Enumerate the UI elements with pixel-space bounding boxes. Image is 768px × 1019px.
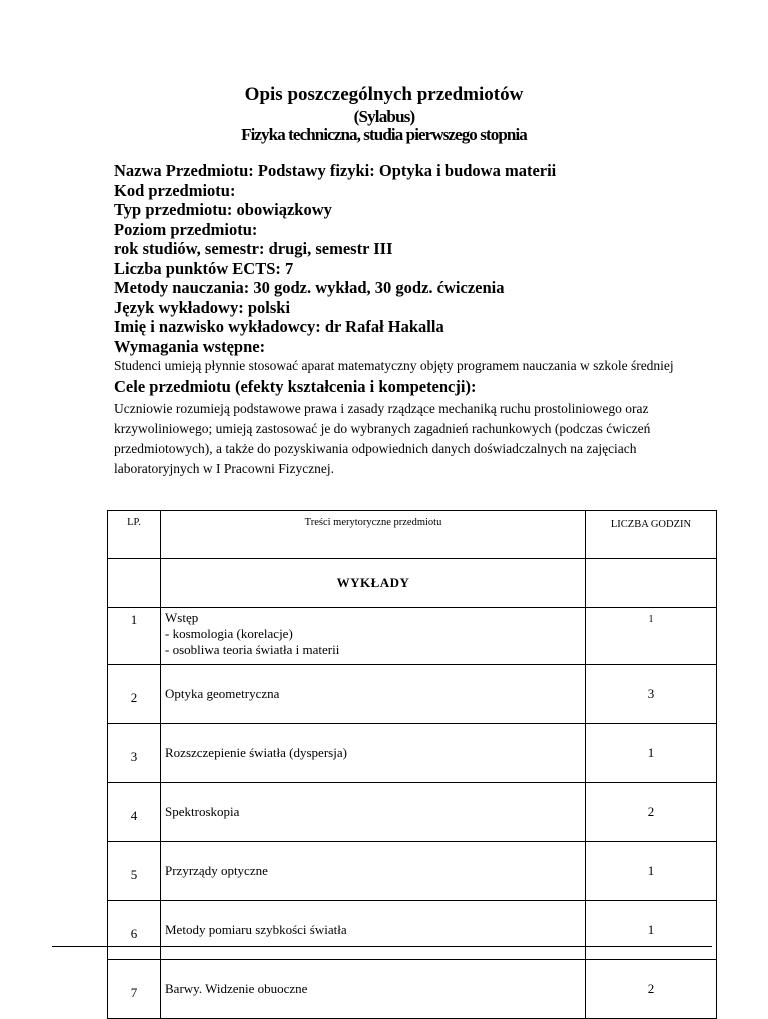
syllabus-table [107,510,717,1019]
section-title: WYKŁADY [161,559,586,608]
table-row [108,960,717,1019]
field-course-level: Poziom przedmiotu: [114,219,258,239]
header-lp: LP. [108,511,161,559]
row-hours: 2 [586,783,717,842]
row-lp: 4 [108,783,161,842]
row-topic-line: - kosmologia (korelacje) [165,626,293,641]
document-title: Opis poszczególnych przedmiotów [244,84,524,105]
field-course-code: Kod przedmiotu: [114,180,236,200]
field-language: Język wykładowy: polski [114,297,291,317]
row-topic: Metody pomiaru szybkości światła [161,901,586,960]
row-topic-line: - osobliwa teoria światła i materii [165,642,340,657]
row-lp: 6 [108,901,161,960]
course-info [114,161,714,479]
requirements-text: Studenci umieją płynnie stosować aparat matematyczny objęty programem nauczania w szkole średniej [114,358,674,373]
page-bottom-rule [52,946,712,947]
row-topic-line: Wstęp [165,610,199,625]
field-course-type: Typ przedmiotu: obowiązkowy [114,200,332,219]
row-lp: 5 [108,842,161,901]
document-subtitle: (Sylabus) [353,107,415,126]
study-program-subtitle: Fizyka techniczna, studia pierwszego stopnia [241,125,527,144]
field-lecturer: Imię i nazwisko wykładowcy: dr Rafał Hakalla [114,317,444,336]
table-row [108,901,717,960]
table-row [108,783,717,842]
row-lp: 1 [108,608,161,665]
row-hours: 2 [586,960,717,1019]
goals-text: Uczniowie rozumieją podstawowe prawa i zasady rządzące mechaniką ruchu prostoliniowego oraz krzywoliniowego; umieją zastosować je do wybranych zagadnień rachunkowych (podczas ćwiczeń przedmiotowych), a także do pozyskiwania odpowiednich danych doświadczalnych na zajęciach laboratoryjnych w I Pracowni Fizycznej. [114,401,651,476]
field-requirements-label: Wymagania wstępne: [114,336,266,356]
table-row [108,608,717,665]
row-topic: Optyka geometryczna [161,665,586,724]
field-year-semester: rok studiów, semestr: drugi, semestr III [114,239,393,258]
goals-label: Cele przedmiotu (efekty kształcenia i kompetencji): [114,377,477,396]
header-hours: LICZBA GODZIN [586,511,717,559]
header-topic: Treści merytoryczne przedmiotu [161,511,586,559]
row-topic: Barwy. Widzenie obuoczne [161,960,586,1019]
row-topic: Spektroskopia [161,783,586,842]
row-hours: 1 [586,724,717,783]
table-row [108,724,717,783]
field-teaching-methods: Metody nauczania: 30 godz. wykład, 30 godz. ćwiczenia [114,278,505,297]
table-header-row [108,511,717,559]
table-row [108,665,717,724]
row-hours: 3 [586,665,717,724]
row-hours: 1 [586,842,717,901]
row-topic: Rozszczepienie światła (dyspersja) [161,724,586,783]
table-row [108,842,717,901]
row-topic [161,608,586,665]
row-hours: 1 [586,901,717,960]
field-course-name: Nazwa Przedmiotu: Podstawy fizyki: Optyka i budowa materii [114,161,557,180]
row-lp: 2 [108,665,161,724]
row-lp: 7 [108,960,161,1019]
row-lp: 3 [108,724,161,783]
row-topic: Przyrządy optyczne [161,842,586,901]
row-hours: 1 [586,608,717,665]
section-row [108,559,717,608]
field-ects: Liczba punktów ECTS: 7 [114,258,294,278]
